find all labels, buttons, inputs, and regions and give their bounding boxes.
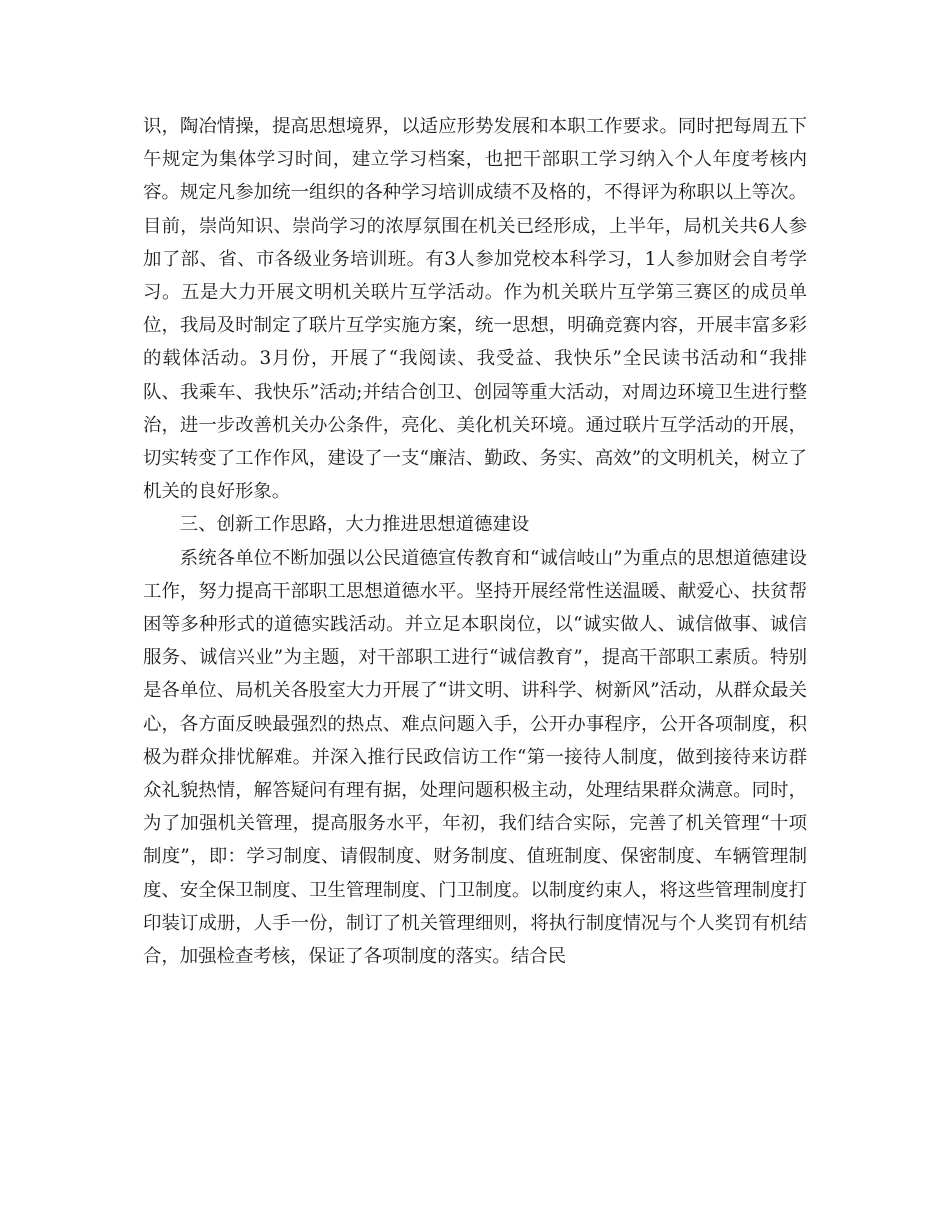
section-heading-3: 三、创新工作思路，大力推进思想道德建设 [179,514,530,536]
document-page [143,110,807,973]
paragraph-continued: 识，陶冶情操，提高思想境界，以适应形势发展和本职工作要求。同时把每周五下午规定为集体学习时间，建立学习档案，也把干部职工学习纳入个人年度考核内容。规定凡参加统一组织的各种学习培训成绩不及格的，不得评为称职以上等次。目前，崇尚知识、崇尚学习的浓厚氛围在机关已经形成，上半年，局机关共6人参加了部、省、市各级业务培训班。有3人参加党校本科学习，1人参加财会自考学习。五是大力开展文明机关联片互学活动。作为机关联片互学第三赛区的成员单位，我局及时制定了联片互学实施方案，统一思想，明确竞赛内容，开展丰富多彩的载体活动。3月份，开展了“我阅读、我受益、我快乐”全民读书活动和“我排队、我乘车、我快乐”活动;并结合创卫、创园等重大活动，对周边环境卫生进行整治，进一步改善机关办公条件，亮化、美化机关环境。通过联片互学活动的开展，切实转变了工作作风，建设了一支“廉洁、勤政、务实、高效”的文明机关，树立了机关的良好形象。 [143,116,807,503]
paragraph-section-3: 系统各单位不断加强以公民道德宣传教育和“诚信岐山”为重点的思想道德建设工作，努力提高干部职工思想道德水平。坚持开展经常性送温暖、献爱心、扶贫帮困等多种形式的道德实践活动。并立足本职岗位，以“诚实做人、诚信做事、诚信服务、诚信兴业”为主题，对干部职工进行“诚信教育”，提高干部职工素质。特别是各单位、局机关各股室大力开展了“讲文明、讲科学、树新风”活动，从群众最关心，各方面反映最强烈的热点、难点问题入手，公开办事程序，公开各项制度，积极为群众排忧解难。并深入推行民政信访工作“第一接待人制度，做到接待来访群众礼貌热情，解答疑问有理有据，处理问题积极主动，处理结果群众满意。同时，为了加强机关管理，提高服务水平，年初，我们结合实际，完善了机关管理“十项制度”，即：学习制度、请假制度、财务制度、值班制度、保密制度、车辆管理制度、安全保卫制度、卫生管理制度、门卫制度。以制度约束人，将这些管理制度打印装订成册，人手一份，制订了机关管理细则，将执行制度情况与个人奖罚有机结合，加强检查考核，保证了各项制度的落实。结合民 [143,547,807,968]
